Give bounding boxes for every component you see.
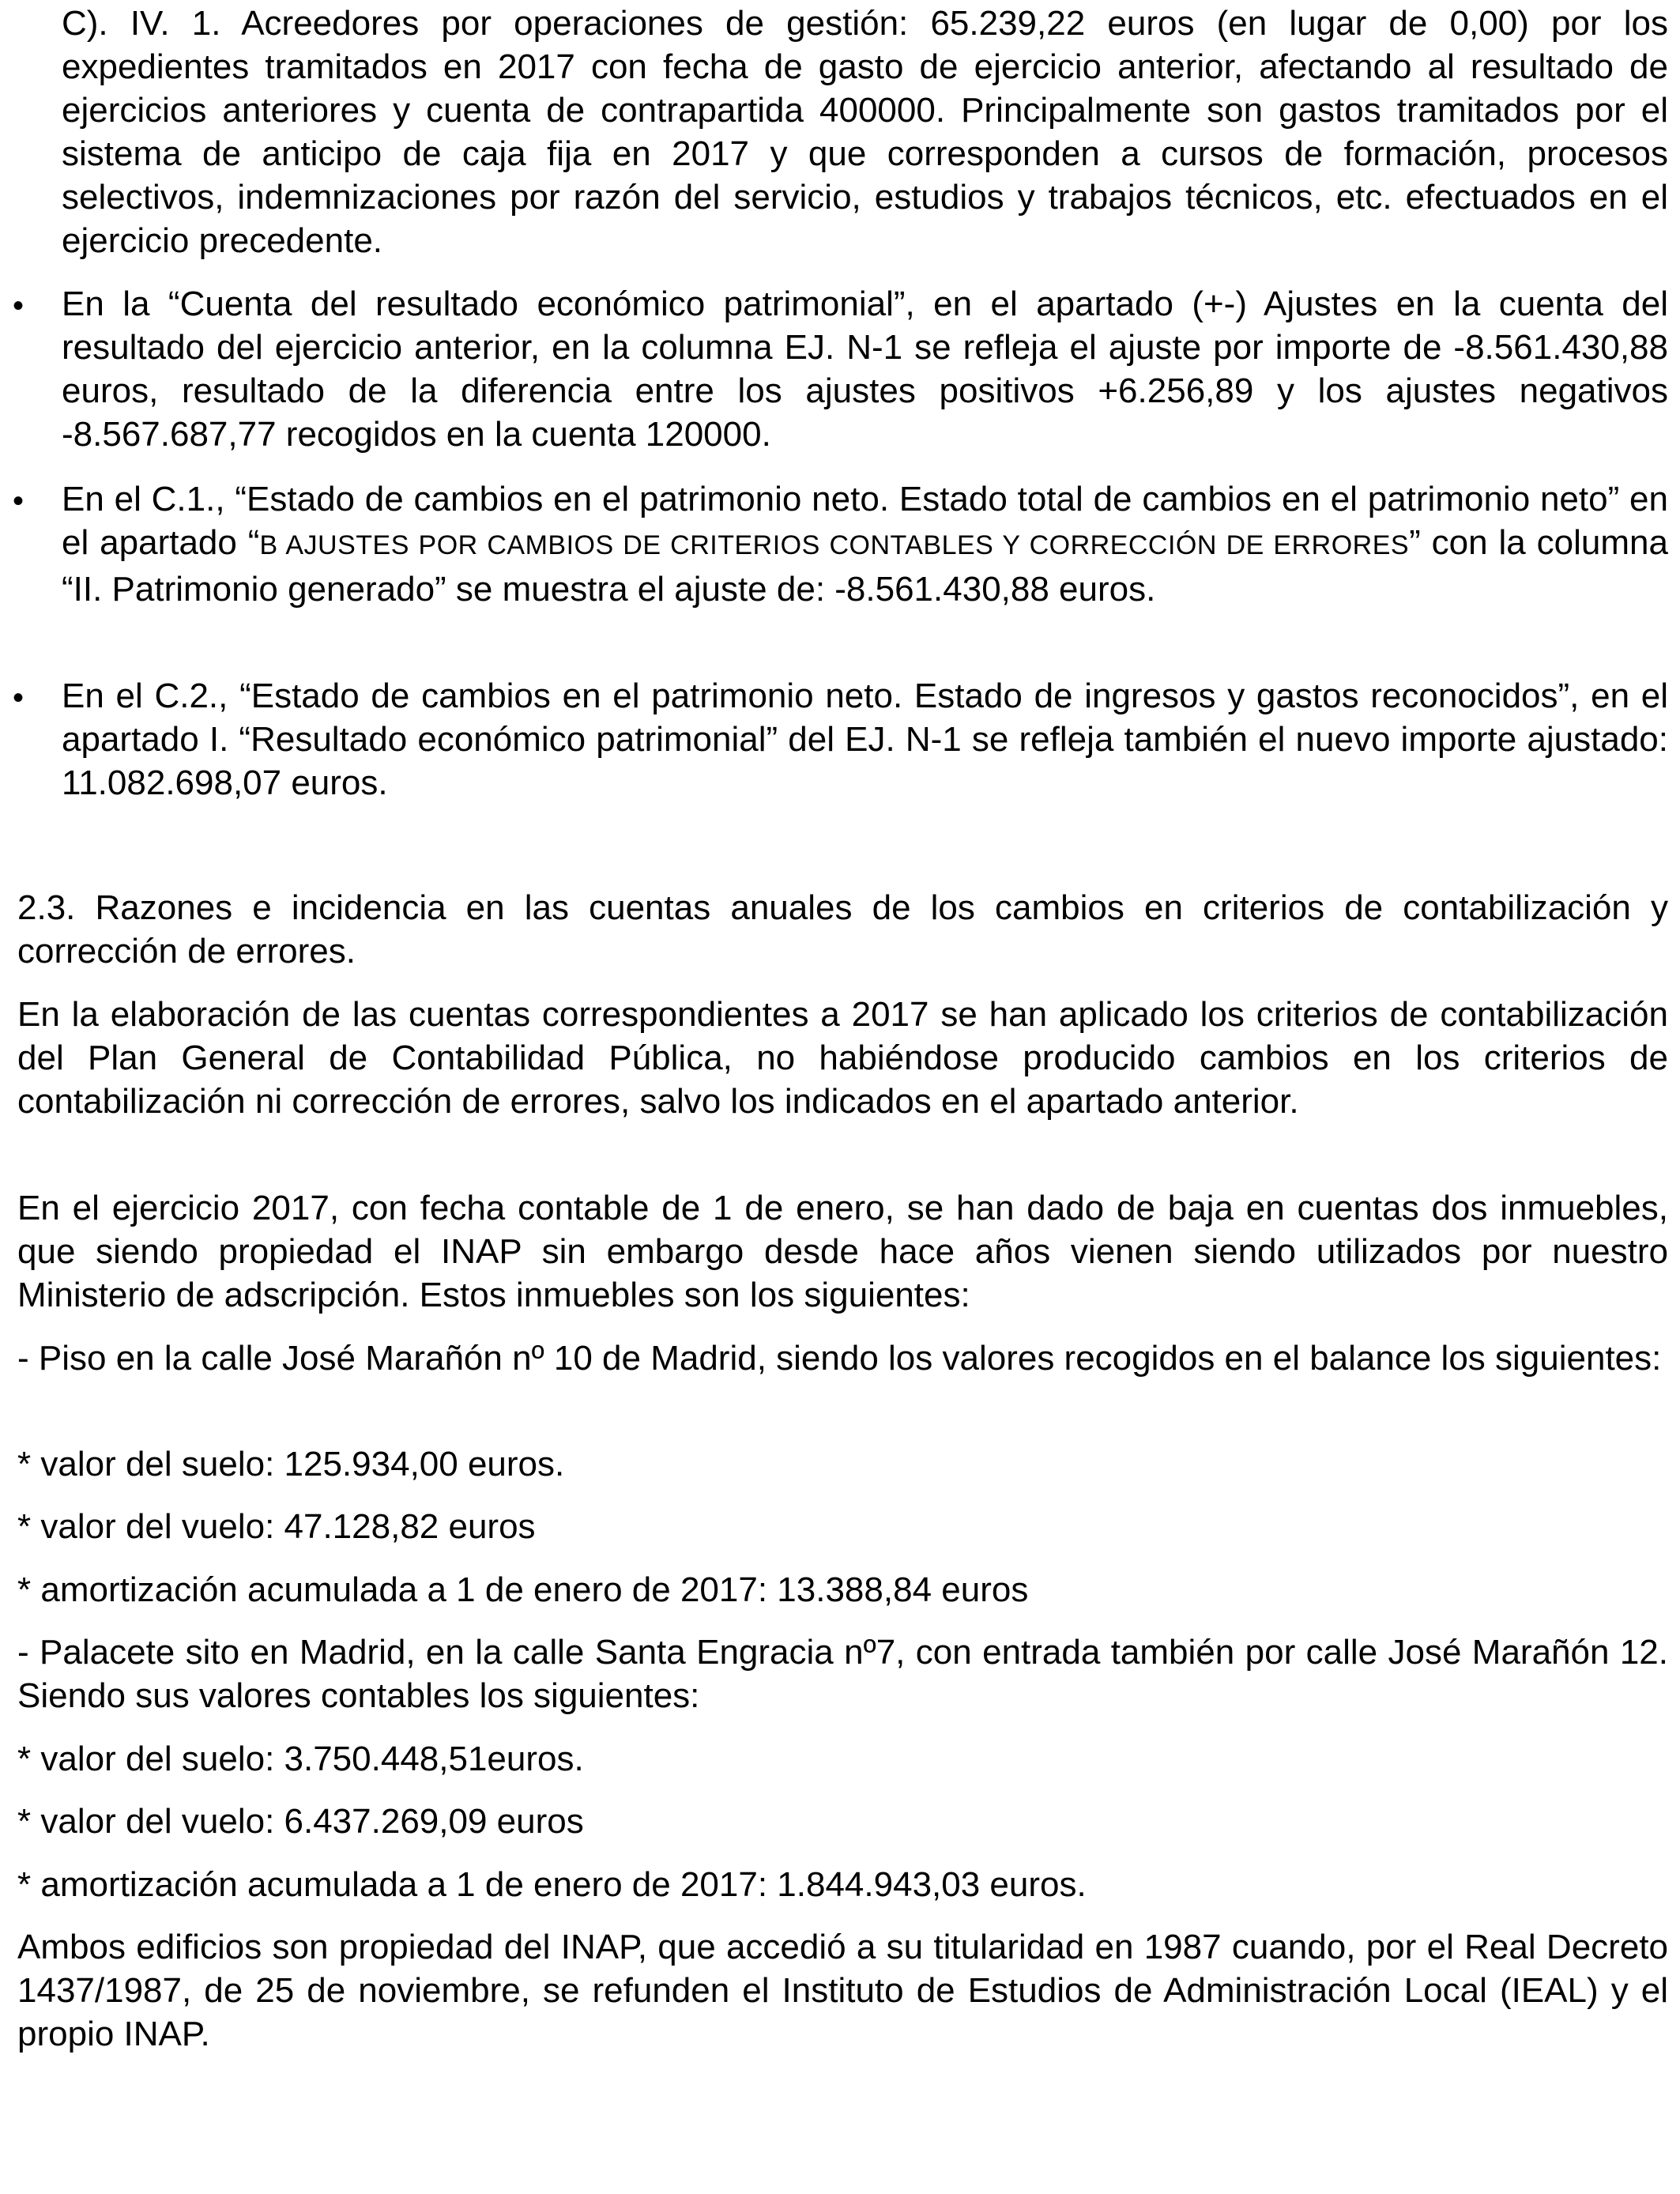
bullet-2-text-after: ” con la columna “II. Patrimonio generado” se muestra el ajuste de: -8.561.430,88 euros. xyxy=(62,523,1668,609)
property-1-intro: - Piso en la calle José Marañón nº 10 de Madrid, siendo los valores recogidos en el balance los siguientes: xyxy=(17,1339,1662,1378)
bullet-icon: • xyxy=(12,288,24,323)
bullet-paragraph-3: En el C.2., “Estado de cambios en el patrimonio neto. Estado de ingresos y gastos reconocidos”, en el apartado I. “Resultado económico patrimonial” del EJ. N-1 se refleja también el nuevo importe ajustado: 11.082.698,07 euros. xyxy=(62,677,1668,802)
bullet-icon: • xyxy=(12,680,24,715)
property-1-vuelo: * valor del vuelo: 47.128,82 euros xyxy=(17,1507,536,1546)
property-2-intro: - Palacete sito en Madrid, en la calle Santa Engracia nº7, con entrada también por calle José Marañón 12. Siendo sus valores contables los siguientes: xyxy=(17,1633,1668,1715)
section-paragraph-2: En el ejercicio 2017, con fecha contable de 1 de enero, se han dado de baja en cuentas dos inmuebles, que siendo propiedad el INAP sin embargo desde hace años vienen siendo utilizados por nuestro Ministerio de adscripción. Estos inmuebles son los siguientes: xyxy=(17,1189,1668,1314)
property-1-suelo: * valor del suelo: 125.934,00 euros. xyxy=(17,1445,565,1483)
closing-paragraph: Ambos edificios son propiedad del INAP, que accedió a su titularidad en 1987 cuando, por el Real Decreto 1437/1987, de 25 de noviembre, se refunden el Instituto de Estudios de Administración Local (IEAL) y el propio INAP. xyxy=(17,1928,1668,2053)
property-2-suelo: * valor del suelo: 3.750.448,51euros. xyxy=(17,1740,584,1778)
bullet-icon: • xyxy=(12,484,24,518)
bullet-paragraph-1: En la “Cuenta del resultado económico patrimonial”, en el apartado (+-) Ajustes en la cuenta del resultado del ejercicio anterior, en la columna EJ. N-1 se refleja el ajuste por importe de -8.561.430,88 euros, resultado de la diferencia entre los ajustes positivos +6.256,89 y los ajustes negativos -8.567.687,77 recogidos en la cuenta 120000. xyxy=(62,285,1668,454)
property-1-amortizacion: * amortización acumulada a 1 de enero de 2017: 13.388,84 euros xyxy=(17,1570,1029,1609)
property-2-vuelo: * valor del vuelo: 6.437.269,09 euros xyxy=(17,1802,584,1841)
property-2-amortizacion: * amortización acumulada a 1 de enero de 2017: 1.844.943,03 euros. xyxy=(17,1865,1087,1904)
section-heading: 2.3. Razones e incidencia en las cuentas anuales de los cambios en criterios de contabilización y corrección de errores. xyxy=(17,888,1668,971)
section-paragraph-1: En la elaboración de las cuentas correspondientes a 2017 se han aplicado los criterios de contabilización del Plan General de Contabilidad Pública, no habiéndose producido cambios en los criterios de contabilización ni corrección de errores, salvo los indicados en el apartado anterior. xyxy=(17,995,1668,1121)
bullet-2-text-before: En el C.1., “Estado de cambios en el patrimonio neto. Estado total de cambios en el patrimonio neto” en el apartado “ xyxy=(62,480,1668,562)
bullet-2-smallcaps-heading: B AJUSTES POR CAMBIOS DE CRITERIOS CONTABLES Y CORRECCIÓN DE ERRORES xyxy=(259,530,1410,560)
continuation-paragraph: C). IV. 1. Acreedores por operaciones de gestión: 65.239,22 euros (en lugar de 0,00) por los expedientes tramitados en 2017 con fecha de gasto de ejercicio anterior, afectando al resultado de ejercicios anteriores y cuenta de contrapartida 400000. Principalmente son gastos tramitados por el sistema de anticipo de caja fija en 2017 y que corresponden a cursos de formación, procesos selectivos, indemnizaciones por razón del servicio, estudios y trabajos técnicos, etc. efectuados en el ejercicio precedente. xyxy=(62,4,1668,260)
bullet-paragraph-2 xyxy=(62,477,1668,611)
